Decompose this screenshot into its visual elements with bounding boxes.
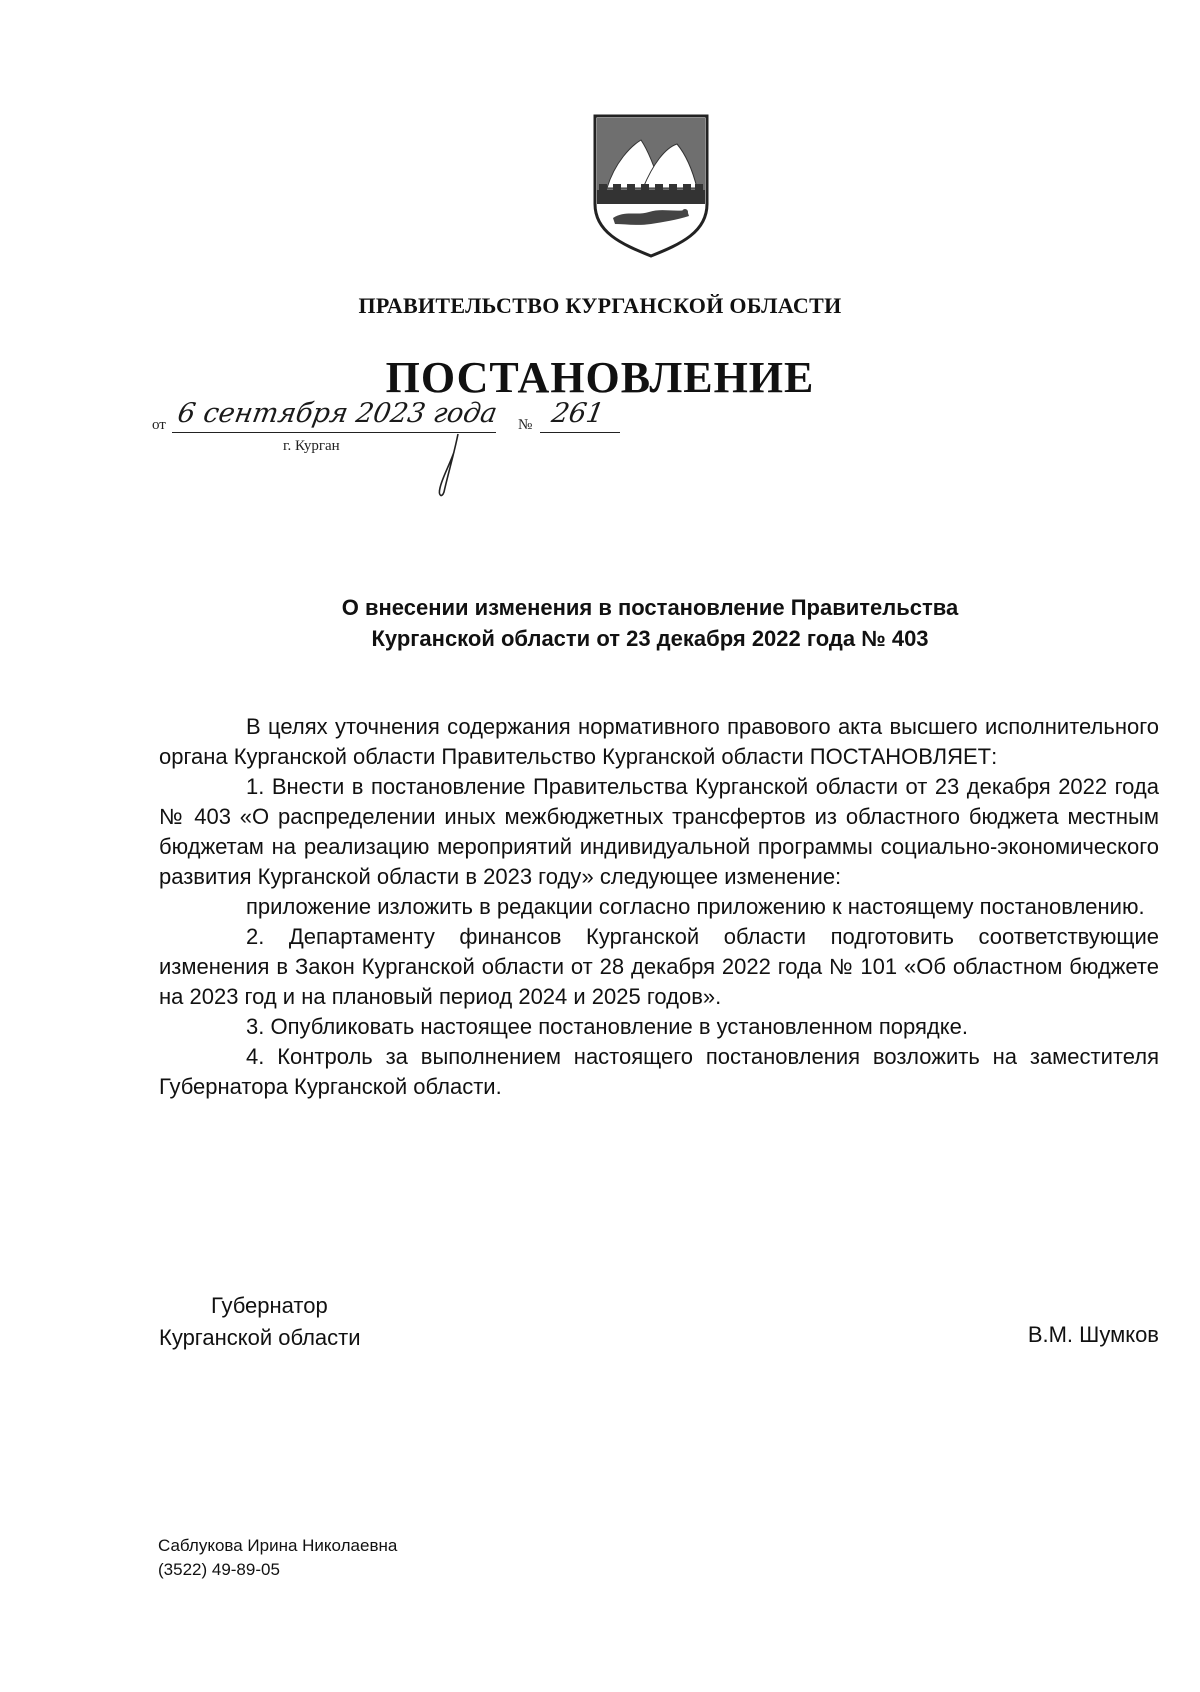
handwritten-stroke [432, 430, 462, 500]
coat-of-arms-emblem [591, 112, 711, 258]
signatory-name: В.М. Шумков [1027, 1322, 1159, 1347]
document-subject [150, 592, 1150, 654]
item-4-paragraph: 4. Контроль за выполнением настоящего постановления возложить на заместителя Губернатора Курганской области. [159, 1044, 1159, 1099]
subject-line-1: О внесении изменения в постановление Правительства [341, 595, 959, 620]
handwritten-number: 261 [549, 398, 607, 429]
executor-phone: (3522) 49-89-05 [158, 1560, 280, 1579]
city-label: г. Курган [283, 438, 340, 454]
item-1-paragraph: 1. Внести в постановление Правительства Курганской области от 23 декабря 2022 года № 403 «О распределении иных межбюджетных трансфертов из областного бюджета местным бюджетам на реализацию мероприятий индивидуальной программы социально-экономического развития Курганской области в 2023 году» следующее изменение: [159, 774, 1159, 889]
preamble-paragraph: В целях уточнения содержания нормативного правового акта высшего исполнительного органа Курганской области Правительство Курганской области ПОСТАНОВЛЯЕТ: [159, 714, 1159, 769]
item-1-sub-paragraph: приложение изложить в редакции согласно приложению к настоящему постановлению. [246, 894, 1145, 919]
item-3-paragraph: 3. Опубликовать настоящее постановление в установленном порядке. [246, 1014, 968, 1039]
number-underline [540, 432, 620, 433]
signatory-position [159, 1290, 361, 1354]
from-label: от [152, 417, 166, 433]
number-label: № [518, 417, 533, 433]
signatory-position-line-2: Курганской области [159, 1325, 361, 1350]
subject-line-2: Курганской области от 23 декабря 2022 года № 403 [371, 626, 929, 651]
item-2-paragraph: 2. Департаменту финансов Курганской области подготовить соответствующие изменения в Закон Курганской области от 28 декабря 2022 года № 101 «Об областном бюджете на 2023 год и на плановый период 2024 и 2025 годов». [159, 924, 1159, 1009]
executor-contact [158, 1534, 397, 1582]
government-title: ПРАВИТЕЛЬСТВО КУРГАНСКОЙ ОБЛАСТИ [358, 293, 842, 318]
handwritten-date: 6 сентября 2023 года [175, 398, 500, 429]
document-body [159, 712, 1159, 1102]
signatory-position-line-1: Губернатор [211, 1293, 328, 1318]
document-type-title: ПОСТАНОВЛЕНИЕ [385, 353, 815, 402]
executor-name: Саблукова Ирина Николаевна [158, 1536, 398, 1555]
